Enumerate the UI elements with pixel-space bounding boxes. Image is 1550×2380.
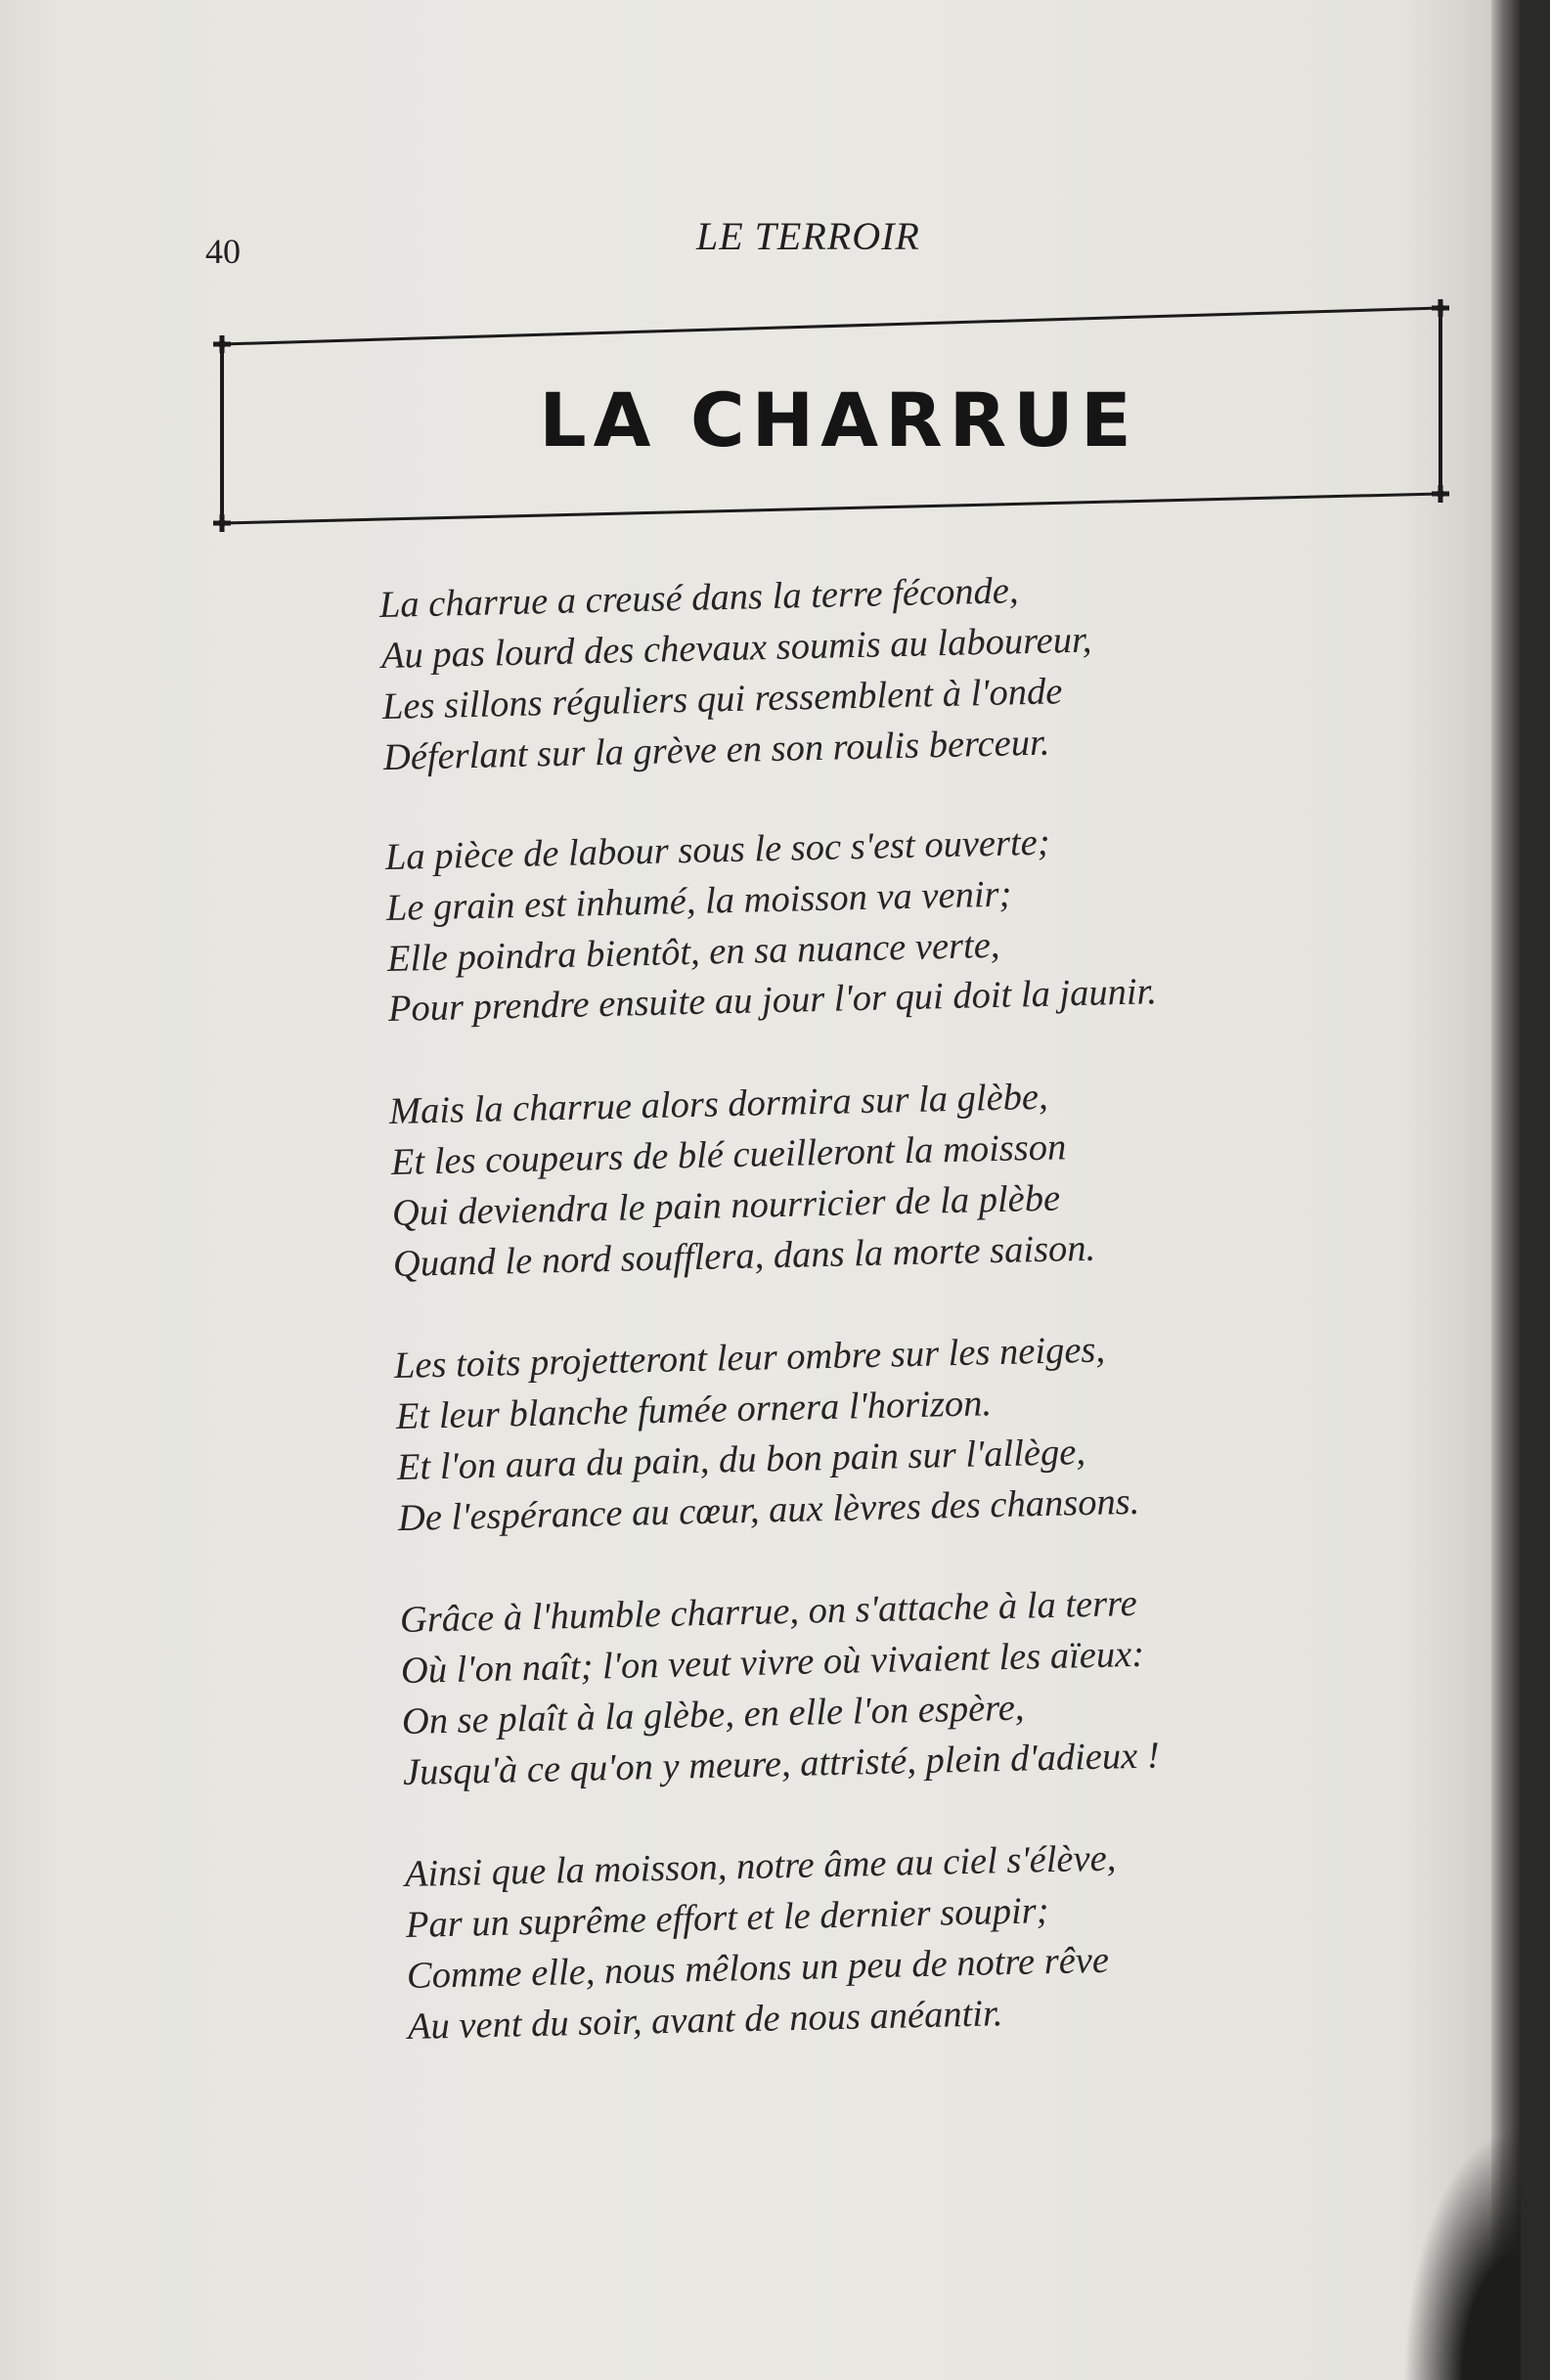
poem-line: Pour prendre ensuite au jour l'or qui doit la jaunir. (387, 971, 1158, 1030)
poem-line: Qui deviendra le pain nourricier de la plèbe (391, 1177, 1061, 1234)
title-frame (210, 298, 1467, 533)
poem-line: Les sillons réguliers qui ressemblent à l'onde (381, 671, 1063, 727)
running-title: LE TERROIR (696, 214, 920, 258)
poem-line: Les toits projetteront leur ombre sur les neiges, (393, 1329, 1106, 1387)
page-corner-shadow (1403, 2126, 1521, 2380)
poem-line: La charrue a creusé dans la terre féconde, (378, 570, 1019, 626)
poem-line: Par un suprême effort et le dernier soupir; (405, 1890, 1049, 1946)
poem-line: Ainsi que la moisson, notre âme au ciel s'élève, (404, 1837, 1117, 1895)
poem-line: Le grain est inhumé, la moisson va venir; (385, 873, 1012, 929)
poem-line: Et l'on aura du pain, du bon pain sur l'allège, (396, 1432, 1086, 1488)
poem-line: Où l'on naît; l'on veut vivre où vivaient les aïeux: (400, 1633, 1145, 1692)
poem-line: Grâce à l'humble charrue, on s'attache à la terre (399, 1582, 1138, 1641)
page-number: 40 (205, 232, 241, 271)
poem-line: De l'espérance au cœur, aux lèvres des chansons. (397, 1480, 1140, 1539)
poem-title: LA CHARRUE (539, 376, 1138, 463)
poem-line: Comme elle, nous mêlons un peu de notre rêve (406, 1939, 1110, 1997)
poem-line: La pièce de labour sous le soc s'est ouverte; (384, 821, 1051, 878)
poem-line: Au pas lourd des chevaux soumis au laboureur, (380, 619, 1092, 677)
poem-line: Et les coupeurs de blé cueilleront la moisson (390, 1126, 1067, 1183)
poem-line: Au vent du soir, avant de nous anéantir. (407, 1993, 1003, 2048)
poem-line: Elle poindra bientôt, en sa nuance verte, (386, 924, 1000, 980)
poem-line: Et leur blanche fumée ornera l'horizon. (395, 1383, 993, 1437)
poem-line: On se plaît à la glèbe, en elle l'on espère, (401, 1687, 1025, 1742)
page-edge-shadow (1491, 0, 1521, 2380)
poem-line: Jusqu'à ce qu'on y meure, attristé, plein d'adieux ! (402, 1735, 1161, 1793)
poem-line: Mais la charrue alors dormira sur la glèbe, (388, 1076, 1049, 1132)
poem-line: Déferlant sur la grève en son roulis berceur. (382, 722, 1050, 778)
poem-line: Quand le nord soufflera, dans la morte saison. (392, 1227, 1096, 1285)
